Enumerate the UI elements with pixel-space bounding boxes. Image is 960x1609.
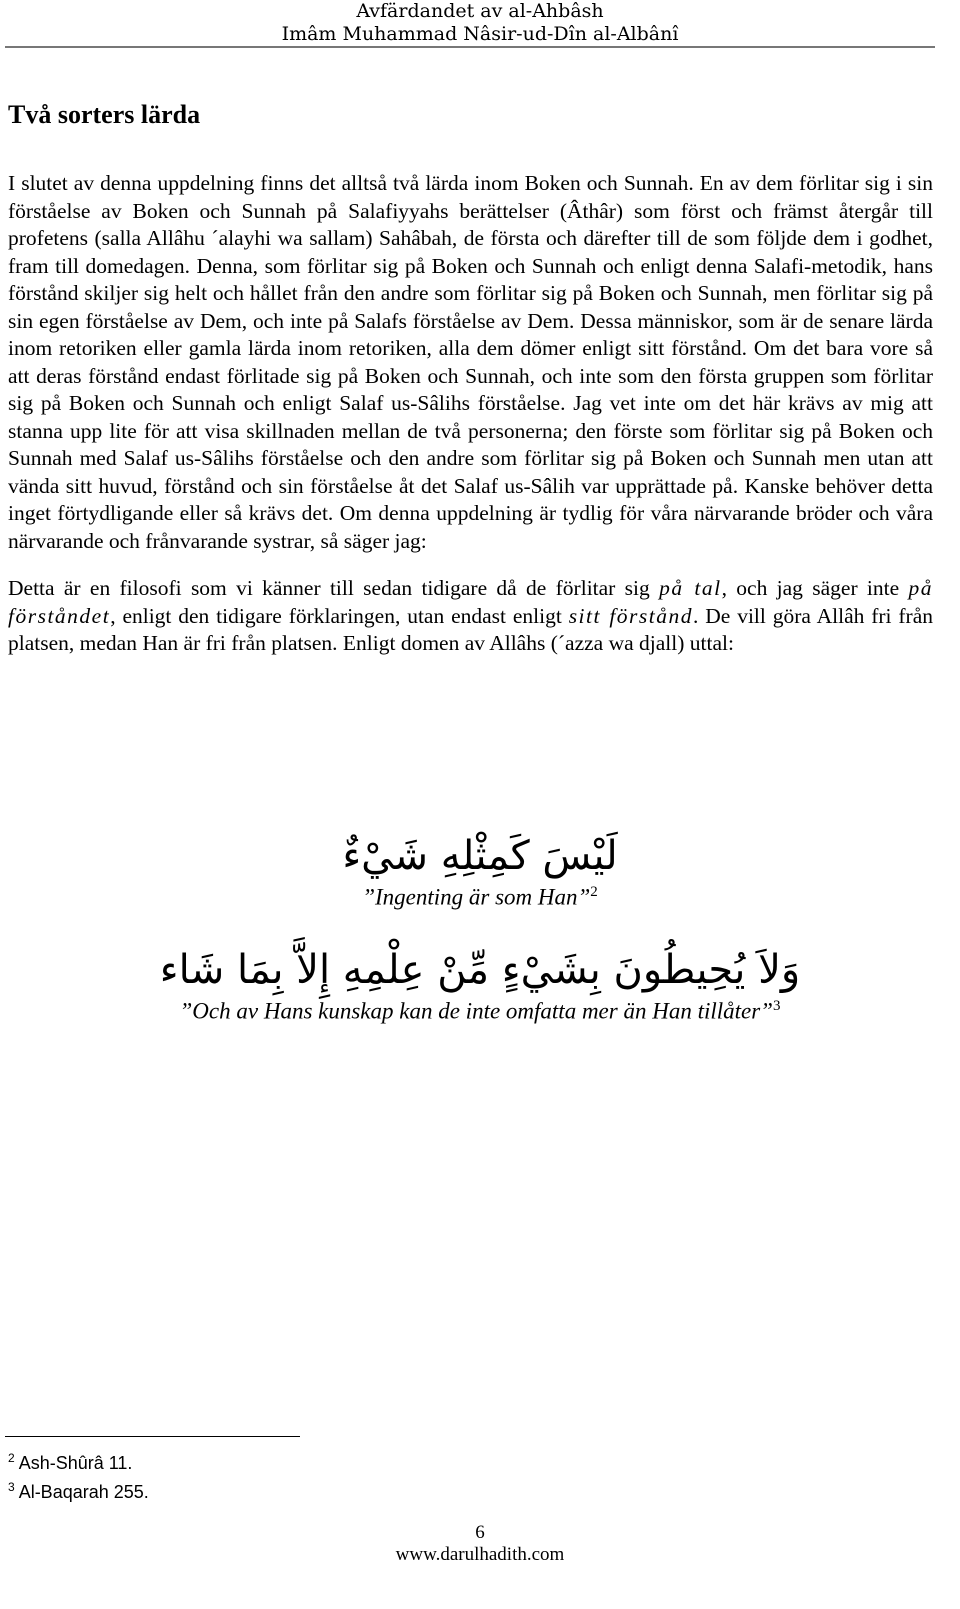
paragraph-2-part-4: . De vill göra Allâh fri från platsen, medan Han är fri från platsen. Enligt domen av Allâhs (´azza wa djall) uttal: bbox=[8, 603, 934, 655]
footnote-3-text: Al-Baqarah 255. bbox=[18, 1482, 149, 1502]
page-header bbox=[0, 0, 960, 46]
paragraph-2-part-2: , och jag säger inte bbox=[721, 576, 909, 600]
footnote-divider bbox=[5, 1436, 300, 1437]
website-link[interactable]: www.darulhadith.com bbox=[395, 1544, 565, 1565]
paragraph-1: I slutet av denna uppdelning finns det alltså två lärda inom Boken och Sunnah. En av dem förlitar sig i sin förståelse av Boken och Sunnah på Salafiyyahs berättelser (Âthâr) som först och främst återgår till profetens (salla Allâhu ´alayhi wa sallam) Sahâbah, de första och därefter till de som följde dem i godhet, fram till domedagen. Denna, som förlitar sig på Boken och Sunnah och enligt denna Salafi-metodik, hans förstånd skiljer sig helt och hållet från den andre som förlitar sig på Boken och Sunnah, men förlitar sig på sin egen förståelse av Dem, och inte på Salafs förståelse av Dem. Dessa människor, som är de senare lärda inom retoriken eller gamla lärda inom retoriken, alla dem dömer enligt sitt förstånd. Om det bara vore så att deras förstånd endast förlitade sig på Boken och Sunnah, och inte som den första gruppen som förlitar sig på Boken och Sunnah och enligt Salaf us-Sâlihs förståelse. Jag vet inte om det här krävs av mig att stanna upp lite för att visa skillnaden mellan de två personerna; den förste som förlitar sig på Boken och Sunnah med Salaf us-Sâlihs förståelse och den andre som förlitar sig på Boken och Sunnah men utan att vända sitt huvud, förstånd och sin förståelse åt det Salaf us-Sâlih var upprättade på. Kanske behöver detta inget förtydligande eller så krävs det. Om denna uppdelning är tydlig för våra närvarande bröder och våra närvarande och frånvarande systrar, så säger jag: bbox=[8, 171, 933, 553]
footnote-2-text: Ash-Shûrâ 11. bbox=[18, 1453, 133, 1473]
header-title: Avfärdandet av al-Ahbâsh bbox=[356, 0, 604, 22]
verse-2-translation-text: ”Och av Hans kunskap kan de inte omfatta mer än Han tillåter” bbox=[179, 998, 773, 1024]
section-title: Två sorters lärda bbox=[8, 100, 201, 129]
emphasis-pa-tal: på tal bbox=[659, 576, 722, 600]
verse-2-translation bbox=[0, 998, 960, 1025]
paragraph-2-part-3: , enligt den tidigare förklaringen, utan endast enligt bbox=[110, 603, 569, 628]
paragraph-2-part-1: Detta är en filosofi som vi känner till sedan tidigare då de förlitar sig bbox=[8, 576, 660, 600]
footnote-3 bbox=[8, 1475, 149, 1504]
verse-2-arabic: وَلاَ يُحِيطُونَ بِشَيْءٍ مِّنْ عِلْمِهِ إِلاَّ بِمَا شَاء bbox=[159, 947, 801, 993]
verse-1 bbox=[0, 830, 960, 911]
footnote-2 bbox=[8, 1446, 149, 1475]
page-number: 6 bbox=[475, 1522, 485, 1543]
footnotes bbox=[8, 1446, 149, 1504]
emphasis-pa-forstandet: på förståndet bbox=[8, 576, 933, 628]
footnote-ref-3[interactable]: 3 bbox=[772, 998, 781, 1014]
header-author: Imâm Muhammad Nâsir-ud-Dîn al-Albânî bbox=[281, 23, 679, 45]
verse-1-translation bbox=[0, 884, 960, 911]
verse-1-arabic: لَيْسَ كَمِثْلِهِ شَيْءٌ bbox=[342, 833, 618, 879]
footnote-ref-2[interactable]: 2 bbox=[590, 884, 598, 900]
verse-1-translation-text: ”Ingenting är som Han” bbox=[362, 884, 591, 910]
body-text bbox=[8, 170, 933, 658]
header-divider bbox=[5, 46, 935, 48]
footnote-3-number: 3 bbox=[8, 1480, 15, 1494]
footnote-2-number: 2 bbox=[8, 1451, 15, 1465]
emphasis-sitt-forstand: sitt förstånd bbox=[568, 603, 694, 628]
page-footer bbox=[0, 1522, 960, 1566]
paragraph-2 bbox=[8, 575, 933, 658]
verse-2 bbox=[0, 944, 960, 1025]
